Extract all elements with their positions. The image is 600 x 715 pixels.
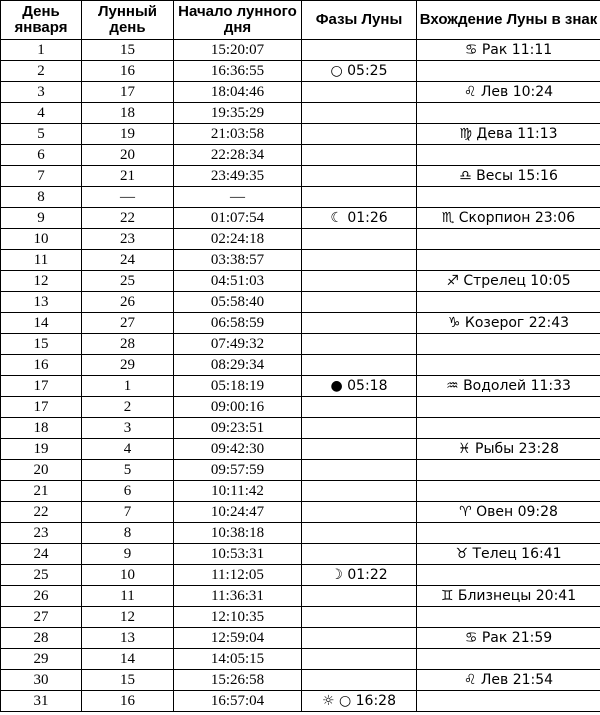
cell-moon-sign — [417, 229, 600, 250]
cell-moon-sign — [417, 649, 600, 670]
cell-moon-phase — [302, 271, 417, 292]
cell-moon-phase: ☽ 01:22 — [302, 565, 417, 586]
table-row — [1, 61, 600, 82]
cell-lunar-day-start: 06:58:59 — [174, 313, 302, 334]
cell-lunar-day-start: 05:18:19 — [174, 376, 302, 397]
table-row — [1, 649, 600, 670]
table-row — [1, 334, 600, 355]
cell-moon-phase — [302, 397, 417, 418]
cell-moon-phase — [302, 145, 417, 166]
cell-lunar-day: — — [82, 187, 174, 208]
cell-moon-phase — [302, 124, 417, 145]
cell-lunar-day: 6 — [82, 481, 174, 502]
cell-lunar-day: 12 — [82, 607, 174, 628]
cell-lunar-day-start: 09:23:51 — [174, 418, 302, 439]
cell-moon-sign — [417, 418, 600, 439]
table-row — [1, 208, 600, 229]
cell-lunar-day-start: 09:00:16 — [174, 397, 302, 418]
cell-moon-phase — [302, 670, 417, 691]
cell-lunar-day-start: 16:57:04 — [174, 691, 302, 712]
cell-day: 7 — [1, 166, 82, 187]
cell-moon-sign — [417, 460, 600, 481]
cell-moon-phase — [302, 439, 417, 460]
table-row — [1, 40, 600, 61]
header-lunar-day-start: Начало лунного дня — [174, 1, 302, 40]
cell-lunar-day-start: 11:36:31 — [174, 586, 302, 607]
cell-lunar-day-start: 02:24:18 — [174, 229, 302, 250]
table-row — [1, 502, 600, 523]
table-row — [1, 166, 600, 187]
cell-day: 8 — [1, 187, 82, 208]
table-row — [1, 439, 600, 460]
cell-lunar-day: 17 — [82, 82, 174, 103]
cell-moon-sign: ♒ Водолей 11:33 — [417, 376, 600, 397]
table-row — [1, 544, 600, 565]
cell-moon-sign — [417, 250, 600, 271]
cell-moon-phase — [302, 649, 417, 670]
table-row — [1, 586, 600, 607]
cell-moon-phase — [302, 523, 417, 544]
cell-moon-phase — [302, 292, 417, 313]
cell-lunar-day: 21 — [82, 166, 174, 187]
cell-lunar-day: 26 — [82, 292, 174, 313]
table-row — [1, 124, 600, 145]
cell-day: 31 — [1, 691, 82, 712]
cell-day: 6 — [1, 145, 82, 166]
cell-day: 14 — [1, 313, 82, 334]
table-row — [1, 313, 600, 334]
cell-day: 10 — [1, 229, 82, 250]
cell-lunar-day-start: 09:57:59 — [174, 460, 302, 481]
cell-day: 12 — [1, 271, 82, 292]
cell-lunar-day-start: — — [174, 187, 302, 208]
cell-day: 26 — [1, 586, 82, 607]
cell-moon-phase — [302, 460, 417, 481]
cell-lunar-day: 23 — [82, 229, 174, 250]
cell-lunar-day-start: 05:58:40 — [174, 292, 302, 313]
table-row — [1, 397, 600, 418]
cell-day: 21 — [1, 481, 82, 502]
cell-moon-sign: ♉ Телец 16:41 — [417, 544, 600, 565]
header-moon-sign: Вхождение Луны в знак — [417, 1, 600, 40]
header-moon-phase: Фазы Луны — [302, 1, 417, 40]
cell-moon-phase — [302, 355, 417, 376]
table-body — [1, 40, 600, 712]
cell-moon-sign: ♌ Лев 10:24 — [417, 82, 600, 103]
cell-lunar-day: 28 — [82, 334, 174, 355]
header-day: День января — [1, 1, 82, 40]
cell-moon-phase — [302, 544, 417, 565]
cell-lunar-day: 9 — [82, 544, 174, 565]
cell-day: 16 — [1, 355, 82, 376]
cell-moon-phase — [302, 334, 417, 355]
cell-lunar-day-start: 10:11:42 — [174, 481, 302, 502]
cell-moon-phase — [302, 586, 417, 607]
table-row — [1, 691, 600, 712]
cell-moon-phase — [302, 418, 417, 439]
cell-lunar-day: 10 — [82, 565, 174, 586]
cell-moon-sign: ♑ Козерог 22:43 — [417, 313, 600, 334]
cell-lunar-day: 1 — [82, 376, 174, 397]
cell-lunar-day: 16 — [82, 691, 174, 712]
cell-lunar-day-start: 09:42:30 — [174, 439, 302, 460]
cell-lunar-day: 24 — [82, 250, 174, 271]
cell-moon-sign — [417, 103, 600, 124]
cell-day: 19 — [1, 439, 82, 460]
cell-moon-phase — [302, 82, 417, 103]
cell-lunar-day-start: 04:51:03 — [174, 271, 302, 292]
cell-day: 24 — [1, 544, 82, 565]
cell-moon-phase — [302, 607, 417, 628]
cell-lunar-day-start: 16:36:55 — [174, 61, 302, 82]
cell-day: 20 — [1, 460, 82, 481]
table-row — [1, 187, 600, 208]
cell-day: 11 — [1, 250, 82, 271]
cell-lunar-day-start: 10:53:31 — [174, 544, 302, 565]
cell-day: 13 — [1, 292, 82, 313]
table-row — [1, 355, 600, 376]
table-row — [1, 418, 600, 439]
cell-moon-sign: ♏ Скорпион 23:06 — [417, 208, 600, 229]
cell-day: 23 — [1, 523, 82, 544]
cell-lunar-day-start: 15:26:58 — [174, 670, 302, 691]
cell-lunar-day-start: 15:20:07 — [174, 40, 302, 61]
header-row — [1, 1, 600, 40]
cell-lunar-day: 3 — [82, 418, 174, 439]
cell-moon-sign: ♍ Дева 11:13 — [417, 124, 600, 145]
cell-lunar-day: 15 — [82, 670, 174, 691]
cell-lunar-day: 7 — [82, 502, 174, 523]
cell-moon-sign — [417, 187, 600, 208]
cell-lunar-day: 14 — [82, 649, 174, 670]
cell-moon-phase: ☾ 01:26 — [302, 208, 417, 229]
cell-moon-phase: ○ 05:25 — [302, 61, 417, 82]
cell-lunar-day-start: 22:28:34 — [174, 145, 302, 166]
cell-moon-phase — [302, 103, 417, 124]
cell-moon-phase — [302, 187, 417, 208]
cell-day: 1 — [1, 40, 82, 61]
cell-day: 9 — [1, 208, 82, 229]
table-row — [1, 229, 600, 250]
table-row — [1, 376, 600, 397]
cell-day: 3 — [1, 82, 82, 103]
cell-day: 2 — [1, 61, 82, 82]
cell-lunar-day-start: 19:35:29 — [174, 103, 302, 124]
cell-lunar-day-start: 07:49:32 — [174, 334, 302, 355]
cell-moon-phase — [302, 250, 417, 271]
cell-moon-sign: ♌ Лев 21:54 — [417, 670, 600, 691]
cell-lunar-day-start: 18:04:46 — [174, 82, 302, 103]
cell-moon-sign: ♊ Близнецы 20:41 — [417, 586, 600, 607]
cell-moon-phase — [302, 481, 417, 502]
table-row — [1, 103, 600, 124]
cell-moon-sign — [417, 481, 600, 502]
table-row — [1, 565, 600, 586]
cell-day: 30 — [1, 670, 82, 691]
cell-moon-sign: ♐ Стрелец 10:05 — [417, 271, 600, 292]
cell-moon-sign: ♋ Рак 21:59 — [417, 628, 600, 649]
cell-lunar-day-start: 12:59:04 — [174, 628, 302, 649]
cell-moon-phase — [302, 628, 417, 649]
cell-moon-sign — [417, 523, 600, 544]
cell-moon-phase — [302, 40, 417, 61]
cell-moon-sign: ♎ Весы 15:16 — [417, 166, 600, 187]
cell-moon-sign: ♈ Овен 09:28 — [417, 502, 600, 523]
cell-lunar-day-start: 11:12:05 — [174, 565, 302, 586]
cell-lunar-day-start: 08:29:34 — [174, 355, 302, 376]
cell-lunar-day: 2 — [82, 397, 174, 418]
cell-moon-phase — [302, 313, 417, 334]
cell-moon-sign — [417, 565, 600, 586]
cell-lunar-day: 18 — [82, 103, 174, 124]
cell-moon-sign — [417, 397, 600, 418]
cell-moon-sign — [417, 145, 600, 166]
cell-lunar-day-start: 03:38:57 — [174, 250, 302, 271]
cell-day: 29 — [1, 649, 82, 670]
cell-lunar-day-start: 21:03:58 — [174, 124, 302, 145]
cell-day: 18 — [1, 418, 82, 439]
cell-moon-sign — [417, 61, 600, 82]
cell-moon-sign — [417, 355, 600, 376]
cell-day: 17 — [1, 376, 82, 397]
cell-lunar-day: 20 — [82, 145, 174, 166]
cell-lunar-day: 16 — [82, 61, 174, 82]
cell-day: 4 — [1, 103, 82, 124]
cell-day: 5 — [1, 124, 82, 145]
table-row — [1, 628, 600, 649]
cell-moon-phase: ☼ ○ 16:28 — [302, 691, 417, 712]
cell-lunar-day-start: 14:05:15 — [174, 649, 302, 670]
cell-lunar-day-start: 01:07:54 — [174, 208, 302, 229]
cell-moon-phase — [302, 229, 417, 250]
cell-day: 17 — [1, 397, 82, 418]
cell-lunar-day: 8 — [82, 523, 174, 544]
cell-day: 27 — [1, 607, 82, 628]
cell-lunar-day-start: 10:24:47 — [174, 502, 302, 523]
cell-lunar-day: 11 — [82, 586, 174, 607]
cell-day: 25 — [1, 565, 82, 586]
table-row — [1, 460, 600, 481]
cell-lunar-day: 19 — [82, 124, 174, 145]
table-row — [1, 145, 600, 166]
table-row — [1, 82, 600, 103]
table-row — [1, 523, 600, 544]
cell-lunar-day: 27 — [82, 313, 174, 334]
table-row — [1, 670, 600, 691]
cell-lunar-day-start: 23:49:35 — [174, 166, 302, 187]
table-row — [1, 271, 600, 292]
header-lunar-day: Лунный день — [82, 1, 174, 40]
cell-moon-sign — [417, 691, 600, 712]
table-row — [1, 481, 600, 502]
cell-moon-phase — [302, 502, 417, 523]
cell-lunar-day: 4 — [82, 439, 174, 460]
cell-lunar-day: 29 — [82, 355, 174, 376]
cell-lunar-day-start: 12:10:35 — [174, 607, 302, 628]
cell-lunar-day: 15 — [82, 40, 174, 61]
cell-moon-sign — [417, 334, 600, 355]
cell-moon-sign: ♋ Рак 11:11 — [417, 40, 600, 61]
table-row — [1, 607, 600, 628]
cell-lunar-day: 22 — [82, 208, 174, 229]
cell-lunar-day: 5 — [82, 460, 174, 481]
cell-moon-sign — [417, 292, 600, 313]
cell-lunar-day: 25 — [82, 271, 174, 292]
cell-lunar-day: 13 — [82, 628, 174, 649]
cell-moon-sign — [417, 607, 600, 628]
table-row — [1, 292, 600, 313]
cell-day: 22 — [1, 502, 82, 523]
cell-moon-sign: ♓ Рыбы 23:28 — [417, 439, 600, 460]
table-row — [1, 250, 600, 271]
cell-moon-phase — [302, 166, 417, 187]
cell-moon-phase: ● 05:18 — [302, 376, 417, 397]
cell-lunar-day-start: 10:38:18 — [174, 523, 302, 544]
cell-day: 28 — [1, 628, 82, 649]
cell-day: 15 — [1, 334, 82, 355]
